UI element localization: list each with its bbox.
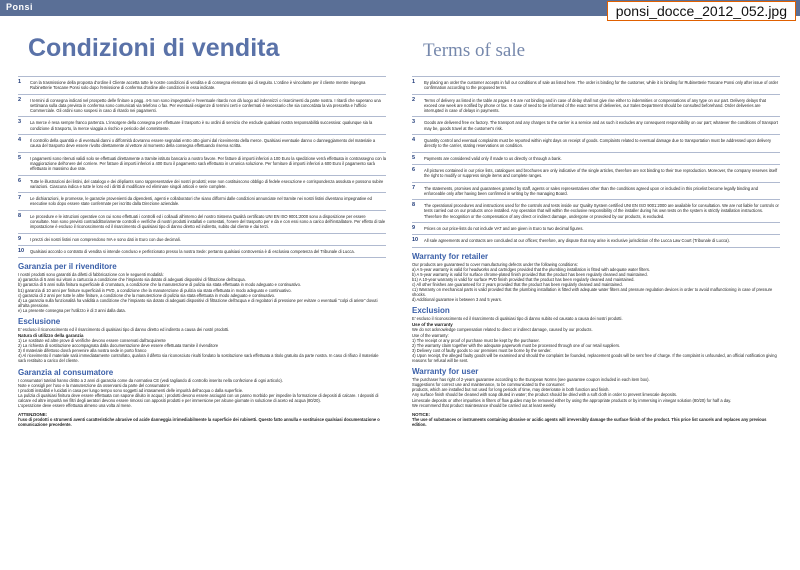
text-line: c1) Warranty on mechanical parts is valid provided that the plumbing installation is fitted with adequate water filters and pressure regulation devices in order to avoid malfunctioning in case of pressure shocks. (412, 287, 773, 298)
text-line: a) garanzia di 5 anni sui vitoni a cartuccia a condizione che l'impianto sia dotato di adeguati dispositivi di filtrazione dell'acqua. (18, 277, 246, 283)
term-text: Goods are delivered free ex factory. The transport and any charges to the carrier is a service and as such it excludes any consequent responsibility on our part; whatever the conditions of transport may be, goods travel at the customer's risk. (424, 120, 778, 131)
term-row (412, 165, 780, 182)
term-text: Le dichiarazioni, le promesse, le garanzie provenienti da dipendenti, agenti e collaboratori che siano difformi dalle condizioni annunciate nel tramite nei nostri listini diventano impegnative ed esecutive solo dopo essere state confermate per iscritto dalla Direzione aziendale. (30, 196, 372, 207)
text-line: Use of the warranty: (412, 332, 449, 338)
exclusion-items (412, 327, 780, 363)
section-title-exclusions: Esclusione (18, 316, 61, 326)
text-line: b1) A 10-year warranty is valid for surface PVD finish provided that the product has been regularly cleaned and maintained. (412, 276, 635, 282)
text-line: d) La garanzia sulla funzionalità ha validità a condizione che l'impianto sia dotato di adeguati dispositivi di filtrazione dell'acqua e di regolatori di pressione per evitare o eventuali "colpi di ariete" dovuti all'alta pressione. (18, 297, 378, 308)
brand-logo: Ponsi (6, 2, 34, 12)
text-line: E' escluso il riconoscimento ed il risarcimento di qualsiasi tipo di danno subito ed causato a causa dei nostri prodotti. (412, 316, 623, 322)
term-number: 1 (18, 79, 22, 85)
attention-text: l'uso di prodotti o strumenti aventi caratteristiche abrasive od acide danneggia irrimediabilmente la superficie dei rubinetti. Questo fatto annulla e sostituisce qualsiasi documentazione o comunicazione precedente. (18, 417, 380, 428)
term-number: 10 (18, 247, 25, 254)
term-text: By placing an order the customer accepts in full our conditions of sale as listed here. The order is binding for the customer, while it is binding for Rubinetterie Toscane Ponsi only after issue of order confirmation according to the proposed terms. (424, 80, 779, 91)
term-row (18, 246, 386, 257)
term-number: 6 (412, 166, 416, 173)
term-text: The statements, promises and guarantees granted by staff, agents or sales representatives other than the conditions agreed upon or included in this pricelist become legally binding and enforceable only after having been confirmed in writing by the managing Board. (424, 185, 758, 196)
term-row (18, 95, 386, 117)
terms-list-english (412, 76, 780, 248)
text-line: The purchaser has right of 2-years guarantee according to the European Norms (see guarantee coupon included in each item box). (412, 377, 650, 383)
section-title-exclusion: Exclusion (412, 306, 450, 316)
terms-list-italian (18, 76, 386, 258)
term-text: Terms of delivery as listed in the table at pages 4-5 are not binding and in case of delay shall not give rise either to indemnities or compensations of any type on our part. Delivery delays that exceed one week are notified by phone or fax. In case of need to be informed of the exact terms of deliveries, our Sales Department should be consulted beforehand. Order deliveries are interrupted in case of delays in payments. (424, 97, 767, 114)
term-text: All pictures contained in our price lists, catalogues and brochures are only indicative of the single articles, therefore are not binding to their true reproduction. Moreover, the company reserves itself the right to modify or suppress single items and complete ranges. (424, 167, 778, 179)
text-line: a) A 5-year warranty is valid for headworks and cartridges provided that the plumbing installation is fitted with adequate water filters. (412, 266, 651, 272)
text-line: 2) The warranty claim together with the adequate paperwork must be processed through one of our retail suppliers. (412, 342, 621, 348)
text-line: e) La presente consegna per l'utilizzo è di 3 anni dalla data. (18, 307, 126, 313)
left-column (18, 76, 386, 427)
term-text: I prezzi dei nostri listini non comprendono IVA e sono dati in Euro con due decimali. (30, 236, 181, 242)
section-title-warranty-consumer: Garanzia al consumatore (18, 367, 114, 377)
term-text: Tutte le illustrazioni dei listini, del catalogo e dei dépliants sono rappresentative dei nostri prodotti; esse non costituiscono obbligo di fedele esecuzione e corrispondenza assoluta e possono subire variazioni. Ciascuna indica e tutte le loro ed i diritti di modificare ed eliminare singoli articoli e serie complete. (30, 178, 384, 189)
term-number: 4 (412, 137, 416, 144)
term-number: 7 (412, 184, 416, 191)
term-row (18, 117, 386, 134)
text-line: d) Additional guarantee is between 3 and 5 years. (412, 297, 502, 303)
text-line: b) A 5-year warranty is valid for surface chrome-plated finish provided that the product has been regularly cleaned and maintained. (412, 271, 648, 277)
section-title-warranty-retailer: Warranty for retailer (412, 251, 489, 261)
text-line: 3) Il materiale difettoso dovrà pervenire alla nostra sede in porto franco (18, 348, 147, 354)
term-text: Payments are considered valid only if made to us directly or through a bank. (424, 155, 562, 161)
text-line: I prodotti installati e lucidati in casa per lungo tempo sono soggetti ad intasamenti delle impurità dell'acqua o dalla superficie. (18, 387, 244, 393)
text-line: 3) Delivery cost of faulty goods to our premises must be borne by the sender. (412, 347, 552, 353)
row-divider (18, 257, 386, 258)
term-number: 8 (412, 202, 416, 209)
term-row (412, 200, 780, 222)
term-text: Il controllo della quantità e di eventuali danni o difformità dovranno essere segnalati entro otto giorni dal ricevimento della merce. Qualsiasi eventuale danno o danneggiamento del materiale a causa del trasporto deve essere rivolto direttamente al vettore al momento della consegna effettuando riserva scritta. (30, 138, 376, 149)
title-italian: Condizioni di vendita (28, 34, 280, 62)
warranty-user-text (412, 377, 780, 408)
term-row (412, 77, 780, 94)
term-text: Con la trasmissione della proposta d'ordine il Cliente accetta tutte le nostre condizioni di vendita e di consegna elencate qui di seguito. L'ordine è vincolante per il cliente mentre impegna Rubinetterie Toscane Ponsi solo dopo l'emissione di conferma d'ordine alle condizioni in essa indicate. (30, 80, 366, 91)
text-line: Note e consigli per l'uso e la manutenzione da osservarsi da parte del consumatore: (18, 382, 171, 388)
term-number: 4 (18, 137, 22, 144)
text-line: L'operazione deve essere effettuata almeno una volta al mese. (18, 403, 132, 409)
text-line: b1) garanzia di 10 anni per finiture superficiali in PVD, a condizione che la manutenzione di pulizia sia stata effettuata in modo adeguato e continuativo. (18, 287, 292, 293)
term-number: 3 (412, 119, 416, 126)
term-row (18, 193, 386, 210)
exclusions-items (18, 338, 386, 363)
term-number: 7 (18, 195, 22, 202)
text-line: c) All other finishes are guaranteed for 2 years provided that the product has been regularly cleaned and maintained. (412, 282, 623, 288)
term-row (18, 211, 386, 233)
text-line: b) garanzia di 5 anni sulla finitura superficiale di cromatura, a condizione che la manutenzione di pulizia sia stata effettuata in modo adeguato e continuativo. (18, 282, 302, 288)
term-number: 9 (18, 235, 22, 242)
term-row (412, 235, 780, 246)
term-text: Quantity control and eventual complaints must be reported within eight days on receipt of goods. Complaints related to eventual damage due to transportation must be addressed upon delivery directly to the carrier, stating reservations on condition. (424, 138, 772, 149)
term-row (412, 117, 780, 134)
term-number: 10 (412, 237, 419, 244)
attention-title: ATTENZIONE: (18, 412, 48, 418)
text-line: I nostri prodotti sono garantiti da difetti di fabbricazione con le seguenti modalità: (18, 272, 164, 278)
text-line: Suggestions for correct use and maintenance, to be communicated to the consumer: (412, 382, 566, 388)
text-line: c) garanzia di 2 anni per tutte le altre finiture, a condizione che la manutenzione di pulizia sia stata effettuata in modo adeguato e continuativo. (18, 292, 276, 298)
text-line: 1) Le sostitute ed altre prove di verifiche devono essere conservati dall'acquirente (18, 338, 166, 344)
term-number: 2 (18, 96, 22, 103)
section-title-warranty-user: Warranty for user (412, 367, 479, 377)
section-title-warranty-dealer: Garanzia per il rivenditore (18, 262, 117, 272)
text-line: 4) Al ricevimento il materiale sarà immediatamente controllato, qualora il difetto sia riconosciuto risulti fondato la sostituzione sarà effettuata a titolo gratuito da parte nostra. In caso di rifiuto il materiale sarà restituito a carico del cliente. (18, 353, 379, 364)
exclusions-subtitle: Natura di utilizzo della garanzia (18, 333, 84, 339)
text-line: Our products are guaranteed to cover manufacturing defects under the following conditions: (412, 261, 578, 267)
file-label: ponsi_docce_2012_052.jpg (607, 1, 796, 21)
exclusion-text (412, 316, 780, 321)
notice-title: NOTICE: (412, 411, 431, 417)
term-row (18, 135, 386, 152)
term-row (18, 153, 386, 175)
term-text: La merce è resa sempre franco partenza. L'insorgere della consegna per effettuare il trasporto è su ordini di servizio che esclude qualsiasi nostra responsabilità successiva: qualunque sia la condizione di trasporto, la merce viaggia a rischio e pericolo del committente. (30, 120, 373, 131)
text-line: 2) La richiesta di sostituzione accompagnata dalla documentazione deve essere effettuata tramite il rivenditore (18, 343, 219, 349)
right-column (412, 76, 780, 427)
text-line: I consumatori tutelati hanno diritto a 2 anni di garanzia come da normativa CE (vedi tagliando di controllo inserito nella confezione di ogni articolo). (18, 377, 283, 383)
term-row (18, 234, 386, 245)
term-row (18, 77, 386, 94)
row-divider (412, 247, 780, 248)
text-line: 1) The receipt or any proof of purchase must be kept by the purchaser. (412, 337, 540, 343)
term-text: Prices on our price-lists do not include VAT and are given in Euro to two decimal figures. (424, 226, 584, 232)
text-line: We do not acknowledge compensation related to direct or indirect damage, caused by our products. (412, 327, 593, 333)
exclusion-subtitle: Use of the warranty (412, 322, 453, 328)
term-row (412, 153, 780, 164)
term-number: 1 (412, 79, 416, 85)
term-text: All sale agreements and contracts are concluded at our offices; therefore, any dispute that may arise is exclusive jurisdiction of the Lucca Law Court (Tribunale di Lucca). (424, 238, 730, 244)
warranty-consumer-text (18, 378, 386, 409)
term-number: 3 (18, 119, 22, 126)
exclusions-text (18, 327, 386, 332)
term-number: 9 (412, 225, 416, 232)
text-line: La pulizia di qualsiasi finitura deve essere effettuata con sapone diluito in acqua; i prodotti devono essere asciugati con un panno morbido per impedire la formazione di depositi di calcare. I depositi di calcare ed altre impurità nei filtri degli aeratori devono essere rimossi con appositi prodotti e per immersione per alcune giornate in soluzione di aceto ed acqua (80/20). (18, 392, 379, 403)
term-text: I pagamenti sono ritenuti validi solo se effettuati direttamente a tramite istituto bancario a nostro favore. Per fatture di importi inferiori a 100 Euro la spedizione verrà effettuata in contrassegno con la maggiorazione dell'onere del corriere. Per fatture di importi inferiori a 400 Euro il pagamento sarà effettuato in un'unica soluzione. Per forniture di importi inferiori a 600 Euro il pagamento sarà effettuato in massimo due rate. (30, 155, 386, 172)
text-line: Limescale deposits or other impurities in filters of flow guides may be removed either by using the appropriate products or by immersing in vinegar solution (80/20) for half a day. (412, 397, 732, 403)
title-english: Terms of sale (423, 40, 526, 61)
term-number: 2 (412, 96, 416, 103)
term-text: Le procedure e le istruzioni operative con cui sono effettuati i controlli ed i collaudi all'interno del nostro Sistema Qualità certificato UNI EN ISO 9001:2000 sono a disposizione per essere consultate. Non sono previsti contraddittoriamente controlli e verifiche di nostri prodotti installati e contestati, l'onere del trasporto per e da e con essi sono a carico dell'installatore. Per effetto di tale impostazione è escluso il riconoscimento ed il risarcimento di qualsiasi tipo di danno diretto ed indiretto, subito dal cliente e dai terzi. (30, 213, 386, 230)
term-row (18, 176, 386, 193)
term-text: I termini di consegna indicati nel prospetto delle finiture a pagg. 4-5 non sono impegnativi e l'eventuale ritardo non dà luogo ad indennizzi o risarcimenti da parte nostra. I ritardi che superano una settimana sulla data prevista in conferma sono comunicati via telefono o fax. Per eventuali esigenze di termini certi e confermati è necessario che sia concordata la via prescelta e l'ufficio Commerciale. Gli ordini sono sospesi in caso di ritardo nei pagamenti. (30, 97, 381, 114)
term-number: 5 (412, 154, 416, 161)
text-line: E' escluso il riconoscimento ed il risarcimento di qualsiasi tipo di danno diretto ed indiretto a causa dei nostri prodotti. (18, 326, 230, 332)
warranty-dealer-text (18, 272, 386, 313)
warranty-retailer-text (412, 262, 780, 303)
term-row (412, 223, 780, 234)
text-line: 4) Upon receipt, the alleged faulty goods will be examined and should the complaint be founded, replacement goods will be sent free of charge. If the complaint is unfounded, an official notification giving reasons for refusal will be sent. (412, 352, 777, 364)
term-text: The operational procedures and instructions used for the controls and tests inside our Quality System certified UNI EN ISO 9001:2000 are available for consultation. We are not liable for controls or tests carried out on our products once installed. Any operation that will within the exclusive responsibility of the installer during his own tests on the system is strictly installation instructions. Therefore the recognition or the compensation of any direct or indirect damage, undergone or provoked by our products, is excluded. (424, 203, 779, 219)
text-line: We recommend that product maintenance should be carried out at least weekly. (412, 402, 557, 408)
term-text: Qualsiasi accordo o contratto di vendita si intende concluso e perfezionato presso la nostra Sede: pertanto qualsiasi controversia è di esclusiva competenza del Tribunale di Lucca. (30, 248, 355, 254)
term-row (412, 95, 780, 117)
text-line: products, which are installed but not used for long periods of time, may deteriorate in both function and finish. (412, 387, 610, 393)
term-number: 8 (18, 212, 22, 219)
term-number: 5 (18, 154, 22, 161)
term-row (412, 135, 780, 152)
term-row (412, 183, 780, 200)
text-line: Any surface finish should be cleaned with soap diluted in water; the product should be dried with a soft cloth in order to prevent limescale deposits. (412, 392, 678, 398)
notice-text: The use of substances or instruments containing abrasive or acidic agents will irreversibly damage the surface finish of the product. This price list cancels and replaces any previous edition. (412, 416, 767, 427)
term-number: 6 (18, 177, 22, 184)
